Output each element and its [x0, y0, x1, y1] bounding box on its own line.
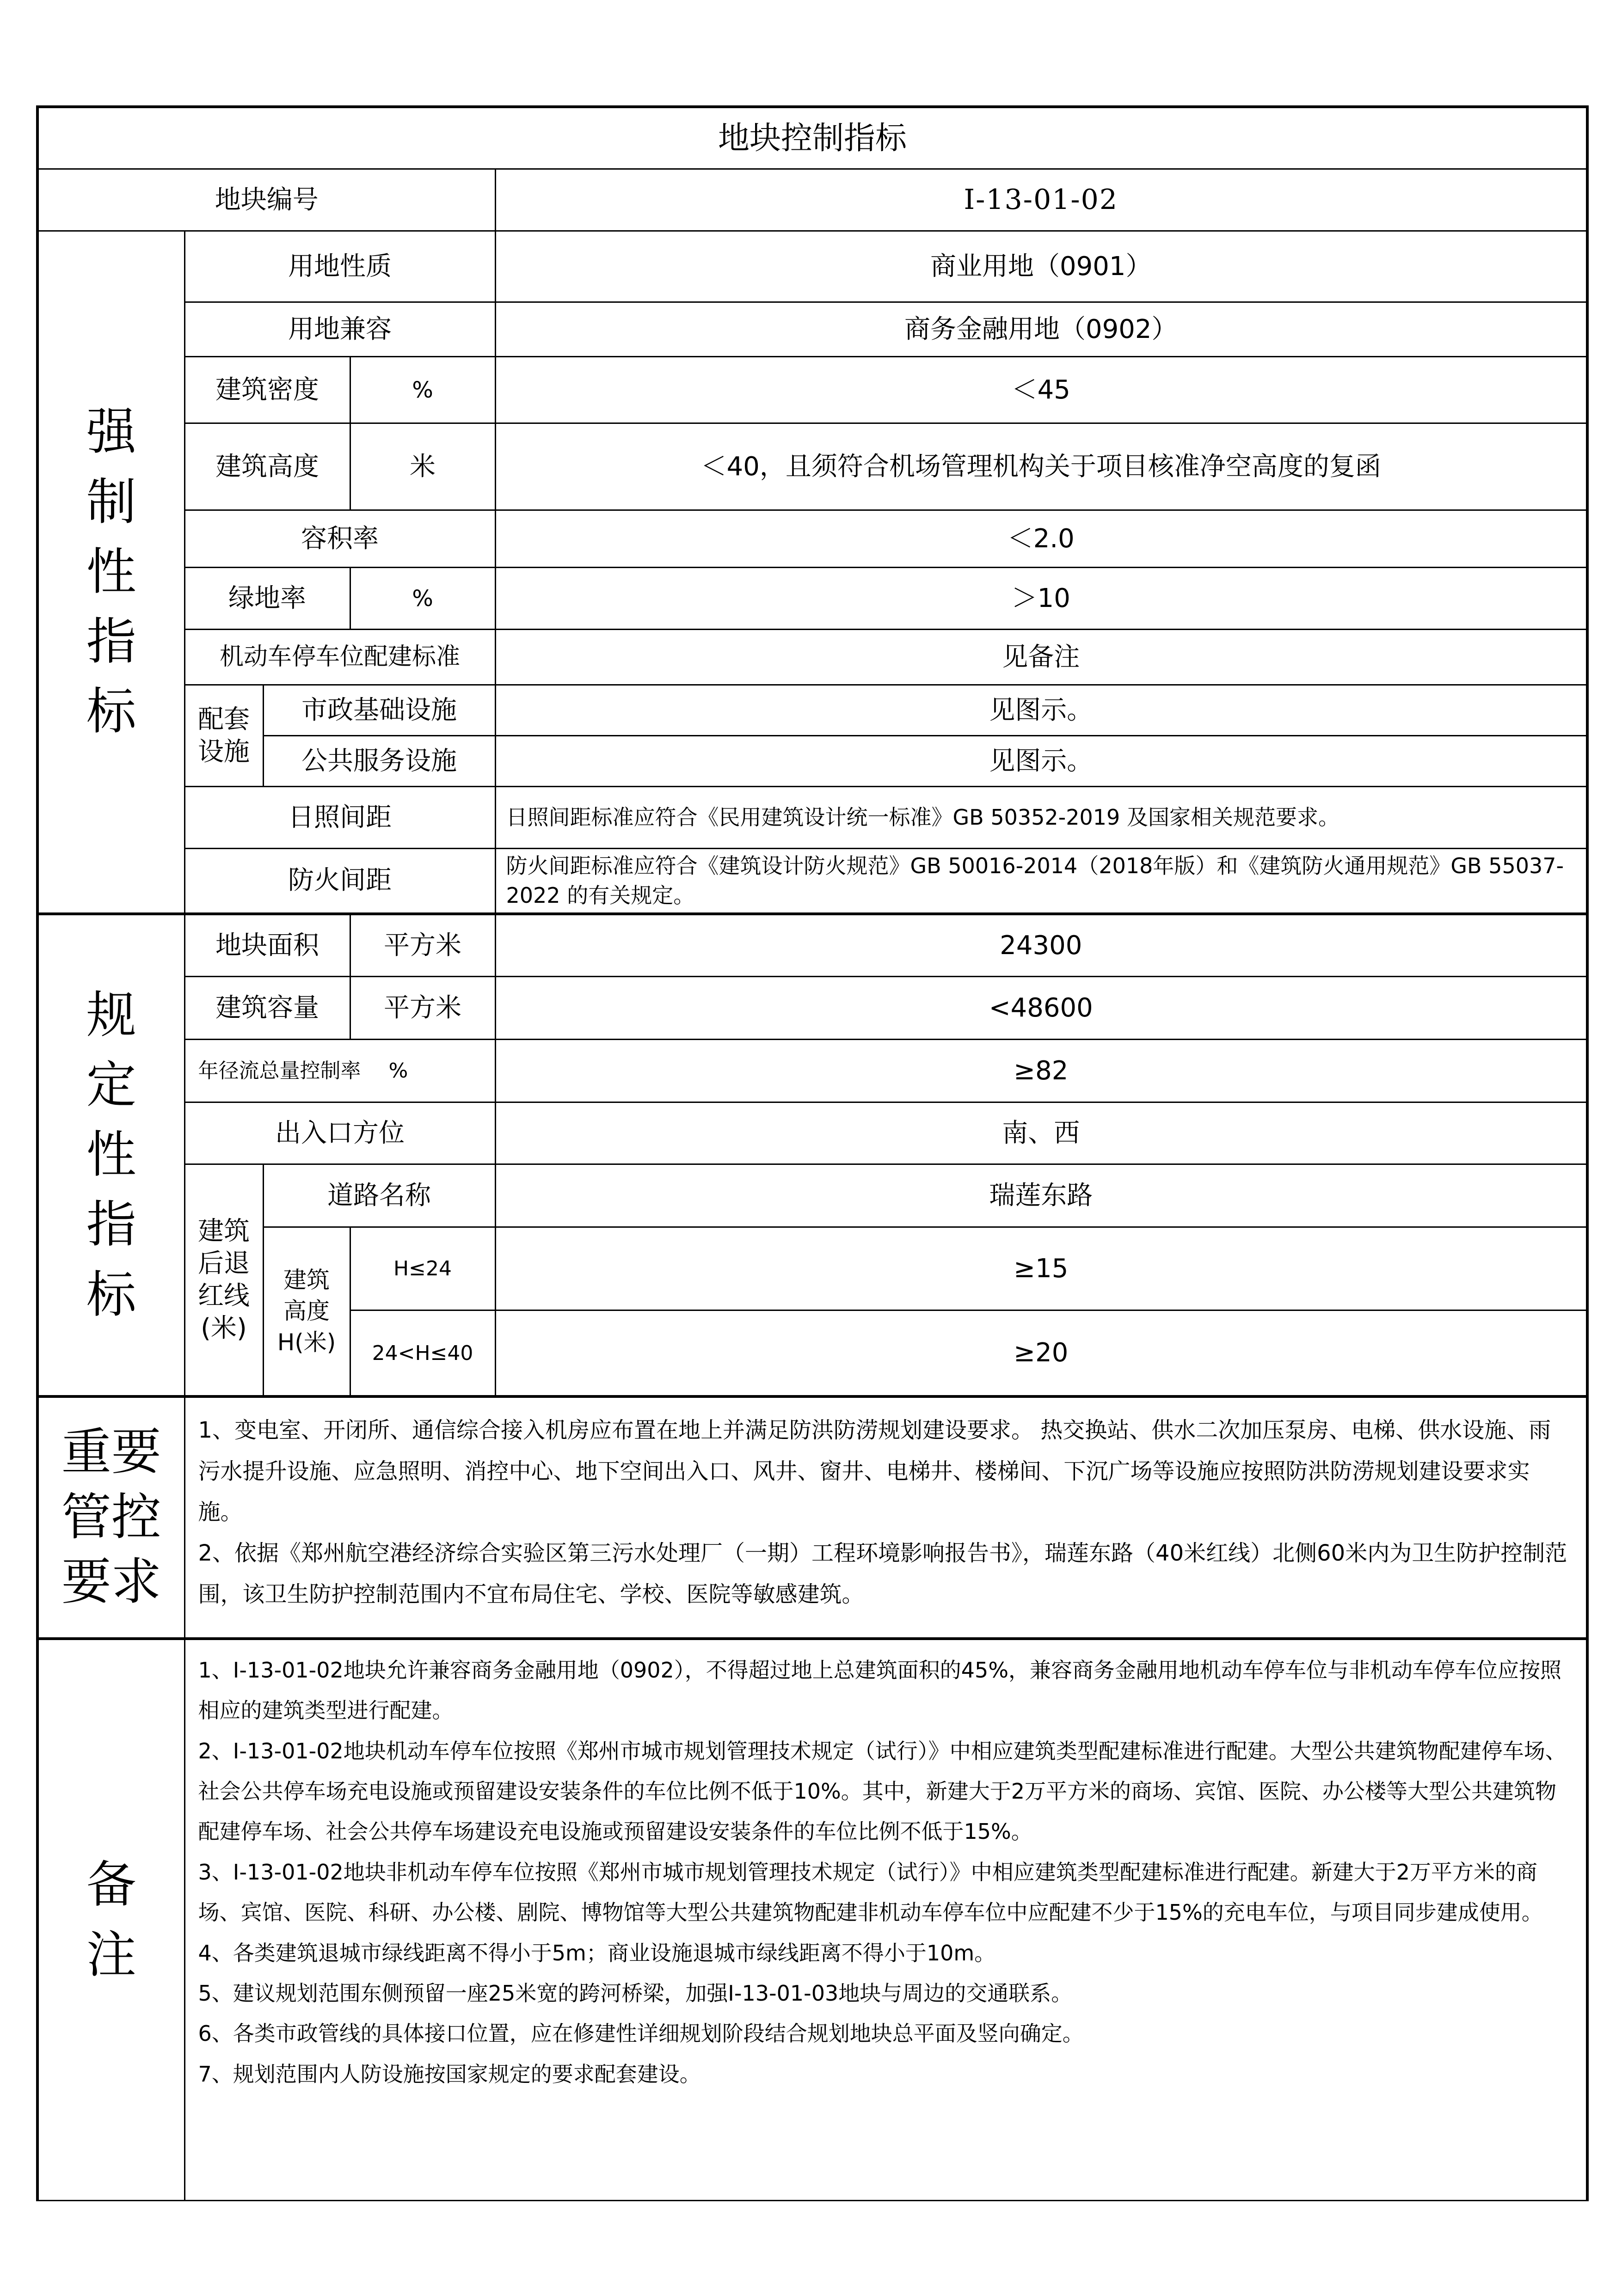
fire-value: 防火间距标准应符合《建筑设计防火规范》GB 50016-2014（2018年版）和《建筑防火通用规范》GB 55037-2022 的有关规定。	[495, 849, 1587, 914]
mandatory-group-label: 强 制 性 指 标	[37, 231, 184, 914]
municipal-facility-value: 见图示。	[495, 685, 1587, 736]
public-facility-value: 见图示。	[495, 736, 1587, 787]
land-use-value: 商业用地（0901）	[495, 231, 1587, 302]
green-label: 绿地率	[184, 568, 350, 630]
note-item: 2、I-13-01-02地块机动车停车位按照《郑州市城市规划管理技术规定（试行）》中相应建筑类型配建标准进行配建。大型公共建筑物配建停车场、社会公共停车场充电设施或预留建设安装条件的车位比例不低于10%。其中，新建大于2万平方米的商场、宾馆、医院、办公楼等大型公共建筑物配建停车场、社会公共停车场建设充电设施或预留建设安装条件的车位比例不低于15%。	[198, 1738, 1567, 1844]
note-item: 6、各类市政管线的具体接口位置，应在修建性详细规划阶段结合规划地块总平面及竖向确定。	[198, 2021, 1084, 2046]
regulatory-group-label: 规 定 性 指 标	[37, 914, 184, 1396]
area-unit: 平方米	[350, 914, 495, 977]
road-name-value: 瑞莲东路	[495, 1164, 1587, 1227]
height-band-2-value: ≥20	[495, 1310, 1587, 1396]
note-item: 1、I-13-01-02地块允许兼容商务金融用地（0902），不得超过地上总建筑面积的45%，兼容商务金融用地机动车停车位与非机动车停车位应按照相应的建筑类型进行配建。	[198, 1657, 1562, 1723]
density-unit: %	[350, 357, 495, 423]
public-facility-label: 公共服务设施	[263, 736, 495, 787]
control-index-sheet	[36, 105, 1586, 2195]
green-value: ＞10	[495, 568, 1587, 630]
requirement-item: 2、依据《郑州航空港经济综合实验区第三污水处理厂（一期）工程环境影响报告书》，瑞莲东路（40米红线）北侧60米内为卫生防护控制范围，该卫生防护控制范围内不宜布局住宅、学校、医院等敏感建筑。	[198, 1540, 1567, 1607]
land-compat-value: 商务金融用地（0902）	[495, 302, 1587, 357]
requirement-item: 1、变电室、开闭所、通信综合接入机房应布置在地上并满足防洪防涝规划建设要求。 热交换站、供水二次加压泵房、电梯、供水设施、雨污水提升设施、应急照明、消控中心、地下空间出入口、风井、窗井、电梯井、楼梯间、下沉广场等设施应按照防洪防涝规划建设要求实施。	[198, 1417, 1551, 1525]
note-item: 7、规划范围内人防设施按国家规定的要求配套建设。	[198, 2061, 701, 2087]
height-unit: 米	[350, 423, 495, 510]
parking-label: 机动车停车位配建标准	[184, 630, 495, 685]
notes-content	[184, 1639, 1587, 2201]
height-band-1-label: H≤24	[350, 1227, 495, 1310]
capacity-unit: 平方米	[350, 977, 495, 1040]
density-label: 建筑密度	[184, 357, 350, 423]
sunlight-value: 日照间距标准应符合《民用建筑设计统一标准》GB 50352-2019 及国家相关规范要求。	[495, 787, 1587, 849]
land-use-label: 用地性质	[184, 231, 495, 302]
height-value: ＜40，且须符合机场管理机构关于项目核准净空高度的复函	[495, 423, 1587, 510]
plot-no-value: I-13-01-02	[495, 169, 1587, 231]
setback-label: 建筑 后退 红线 (米)	[184, 1164, 263, 1396]
height-band-2-label: 24<H≤40	[350, 1310, 495, 1396]
capacity-label: 建筑容量	[184, 977, 350, 1040]
control-index-table	[36, 105, 1589, 2201]
entrance-value: 南、西	[495, 1102, 1587, 1164]
note-item: 3、I-13-01-02地块非机动车停车位按照《郑州市城市规划管理技术规定（试行）》中相应建筑类型配建标准进行配建。新建大于2万平方米的商场、宾馆、医院、科研、办公楼、剧院、博物馆等大型公共建筑物配建非机动车停车位中应配建不少于15%的充电车位，与项目同步建成使用。	[198, 1859, 1543, 1925]
height-label: 建筑高度	[184, 423, 350, 510]
far-label: 容积率	[184, 510, 495, 568]
runoff-value: ≥82	[495, 1040, 1587, 1102]
land-compat-label: 用地兼容	[184, 302, 495, 357]
height-band-1-value: ≥15	[495, 1227, 1587, 1310]
plot-no-label: 地块编号	[37, 169, 495, 231]
table-title: 地块控制指标	[37, 107, 1587, 169]
capacity-value: <48600	[495, 977, 1587, 1040]
setback-height-label: 建筑 高度 H(米)	[263, 1227, 350, 1396]
requirements-content	[184, 1396, 1587, 1639]
runoff-label: 年径流总量控制率 %	[184, 1040, 495, 1102]
entrance-label: 出入口方位	[184, 1102, 495, 1164]
far-value: ＜2.0	[495, 510, 1587, 568]
facilities-label: 配套 设施	[184, 685, 263, 787]
municipal-facility-label: 市政基础设施	[263, 685, 495, 736]
fire-label: 防火间距	[184, 849, 495, 914]
note-item: 5、建议规划范围东侧预留一座25米宽的跨河桥梁，加强I-13-01-03地块与周边的交通联系。	[198, 1980, 1073, 2006]
parking-value: 见备注	[495, 630, 1587, 685]
green-unit: %	[350, 568, 495, 630]
note-item: 4、各类建筑退城市绿线距离不得小于5m；商业设施退城市绿线距离不得小于10m。	[198, 1940, 996, 1965]
road-name-label: 道路名称	[263, 1164, 495, 1227]
area-label: 地块面积	[184, 914, 350, 977]
area-value: 24300	[495, 914, 1587, 977]
density-value: ＜45	[495, 357, 1587, 423]
notes-group-label: 备 注	[37, 1639, 184, 2201]
requirements-group-label: 重要 管控 要求	[37, 1396, 184, 1639]
sunlight-label: 日照间距	[184, 787, 495, 849]
